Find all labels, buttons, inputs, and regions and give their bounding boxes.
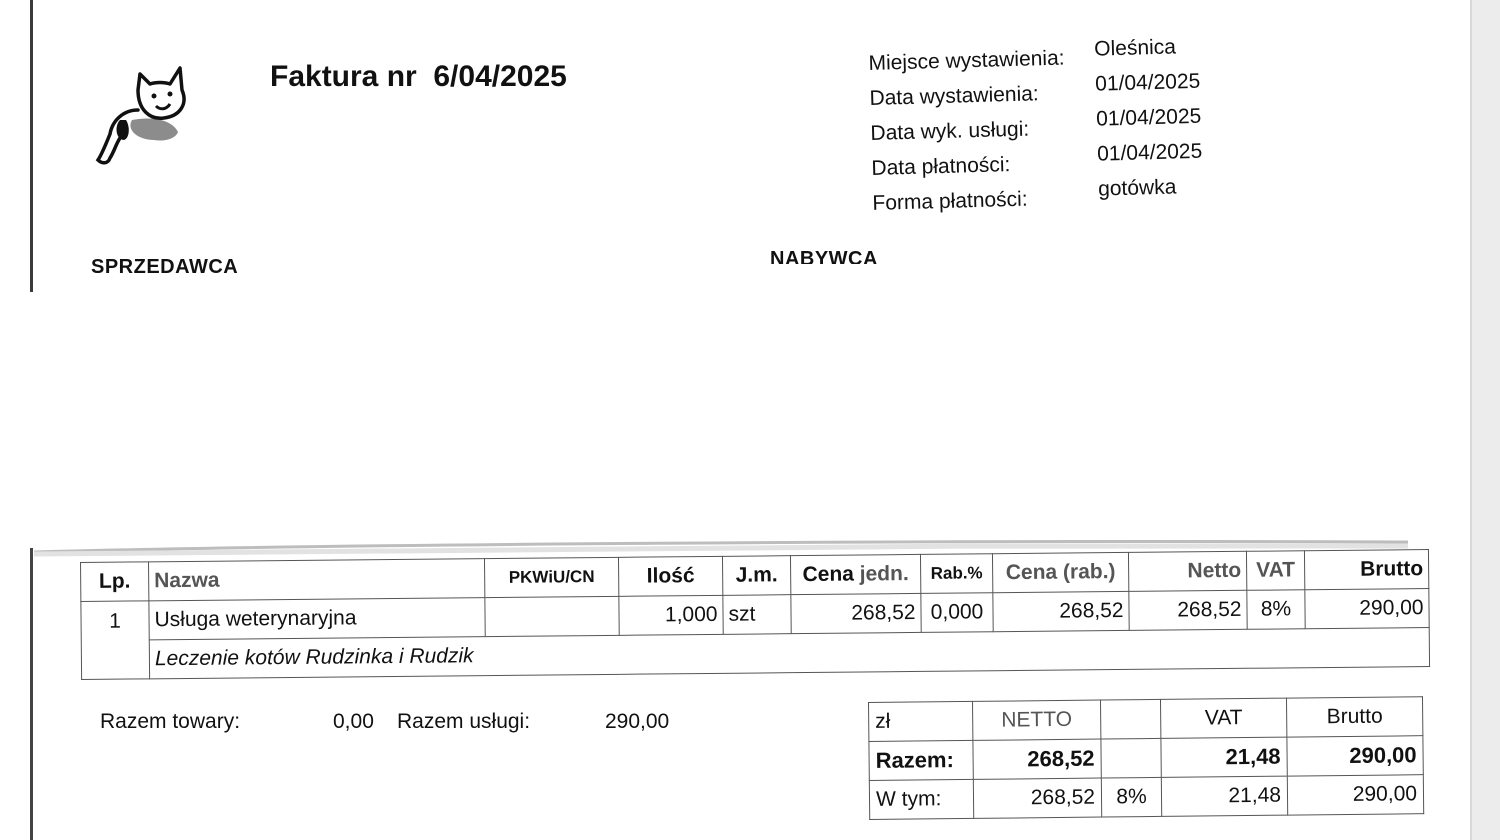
items-table [80, 549, 1429, 702]
invoice-title: Faktura nr 6/04/2025 [270, 60, 567, 93]
col-header-cena-jedn-b: jedn. [859, 562, 909, 586]
col-header-cena-rab: Cena (rab.) [992, 552, 1128, 592]
buyer-heading: NABYWCA [770, 248, 878, 264]
col-header-jm: J.m. [722, 556, 790, 596]
cell-nazwa: Usługa weterynaryjna [149, 598, 485, 640]
page-edge [1470, 0, 1500, 840]
cell-jm: szt [723, 595, 791, 635]
summary-towary-value: 0,00 [333, 710, 374, 733]
totals-head-netto: NETTO [972, 700, 1100, 740]
totals-razem-label: Razem: [869, 740, 973, 780]
cell-vat: 8% [1247, 590, 1305, 630]
cell-pkwiu [485, 596, 619, 636]
col-header-nazwa: Nazwa [149, 559, 485, 601]
totals-razem-rate [1101, 738, 1161, 778]
totals-currency: zł [869, 701, 973, 741]
summary-uslugi-label: Razem usługi: [397, 710, 531, 733]
meta-value: gotówka [1097, 175, 1177, 201]
totals-wtym-netto: 268,52 [973, 778, 1101, 818]
meta-label: Miejsce wystawienia: [868, 46, 1065, 75]
cell-lp: 1 [81, 601, 150, 680]
totals-razem-vat: 21,48 [1161, 737, 1287, 777]
col-header-cena-jedn [790, 554, 920, 594]
col-header-pkwiu: PKWiU/CN [484, 557, 618, 597]
summary-towary-label: Razem towary: [100, 710, 241, 733]
cell-description: Leczenie kotów Rudzinka i Rudzik [149, 628, 1429, 679]
meta-label: Data płatności: [871, 153, 1011, 180]
totals-table [868, 696, 1423, 820]
cell-netto: 268,52 [1129, 590, 1247, 630]
scan-edge-mark [30, 0, 33, 292]
totals-razem-row [869, 736, 1423, 781]
meta-value: 01/04/2025 [1094, 69, 1201, 96]
cell-brutto: 290,00 [1305, 589, 1429, 629]
meta-value: 01/04/2025 [1096, 139, 1203, 166]
meta-label: Data wyk. usługi: [870, 117, 1030, 145]
totals-wtym-rate: 8% [1101, 777, 1161, 817]
totals-wtym-label: W tym: [869, 779, 973, 819]
col-header-cena-jedn-a: Cena [802, 562, 860, 587]
cell-cena-rab: 268,52 [993, 591, 1129, 631]
seller-heading: SPRZEDAWCA [91, 256, 239, 278]
cell-ilosc: 1,000 [619, 595, 723, 635]
totals-razem-brutto: 290,00 [1287, 736, 1423, 776]
meta-value: Oleśnica [1093, 35, 1177, 61]
totals-razem-netto: 268,52 [973, 739, 1101, 779]
totals-wtym-brutto: 290,00 [1287, 775, 1423, 815]
meta-label: Forma płatności: [872, 187, 1028, 215]
meta-label: Data wystawienia: [869, 82, 1040, 110]
col-header-netto: Netto [1128, 551, 1246, 591]
col-header-vat: VAT [1246, 551, 1304, 591]
col-header-brutto: Brutto [1304, 550, 1428, 590]
col-header-rab: Rab.% [920, 554, 992, 594]
totals-header-row [869, 697, 1423, 742]
col-header-ilosc: Ilość [618, 556, 722, 596]
meta-value: 01/04/2025 [1095, 104, 1202, 131]
totals-wtym-vat: 21,48 [1161, 776, 1287, 816]
cell-rab: 0,000 [921, 593, 993, 633]
invoice-meta [868, 33, 1273, 219]
totals-wtym-row [869, 775, 1423, 820]
totals-head-rate [1100, 699, 1160, 739]
cell-cena-jedn: 268,52 [791, 593, 921, 633]
cat-logo [92, 60, 192, 172]
totals-head-vat: VAT [1160, 698, 1286, 738]
summary-uslugi-value: 290,00 [605, 710, 670, 733]
scan-edge-mark-lower [30, 548, 33, 840]
col-header-lp: Lp. [81, 562, 149, 602]
totals-head-brutto: Brutto [1286, 697, 1422, 737]
